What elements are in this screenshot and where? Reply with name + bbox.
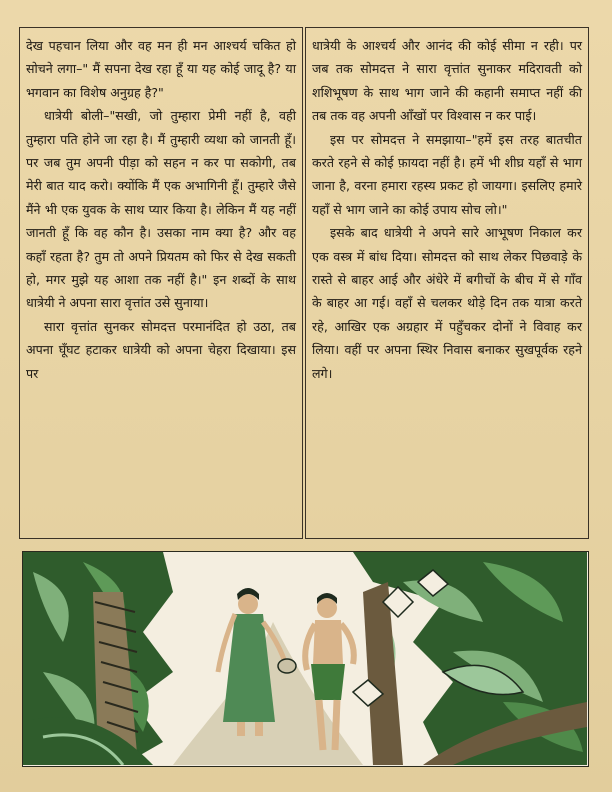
jungle-scene-image	[23, 552, 587, 765]
left-paragraph-1: देख पहचान लिया और वह मन ही मन आश्चर्य चकित हो सोचने लगा–" मैं सपना देख रहा हूँ या यह कोई जादू है? या भगवान का विशेष अनुग्रह है?"	[26, 38, 296, 100]
left-paragraph-3: सारा वृत्तांत सुनकर सोमदत्त परमानंदित हो उठा, तब अपना घूँघट हटाकर धात्रेयी को अपना चेहरा दिखाया। इस पर	[26, 318, 296, 381]
left-text-column	[19, 27, 303, 539]
right-paragraph-2: इस पर सोमदत्त ने समझाया–"हमें इस तरह बातचीत करते रहने से कोई फ़ायदा नहीं है। हमें भी शीघ्र यहाँ से भाग जाना है, वरना हमारा रहस्य प्रकट हो जायगा। इसलिए हमारे यहाँ से भाग जाने का कोई उपाय सोच लो।"	[312, 131, 582, 217]
right-paragraph-3: इसके बाद धात्रेयी ने अपने सारे आभूषण निकाल कर एक वस्त्र में बांध दिया। सोमदत्त को साथ लेकर पिछवाड़े के रास्ते से बाहर आई और अंधेरे में बगीचों के बीच में से गाँव के बाहर आ गई। वहाँ से चलकर थोड़े दिन तक यात्रा करते रहे, आखिर एक अग्रहार में पहुँचकर दोनों ने विवाह कर लिया। वहीं पर अपना स्थिर निवास बनाकर सुखपूर्वक रहने लगे।	[312, 225, 582, 381]
right-paragraph-1: धात्रेयी के आश्चर्य और आनंद की कोई सीमा न रही। पर जब तक सोमदत्त ने सारा वृत्तांत सुनाकर मदिरावती को शशिभूषण के साथ भाग जाने की कहानी समाप्त नहीं की तब तक वह अपनी आँखों पर विश्वास न कर पाई।	[312, 38, 582, 124]
text-columns	[19, 27, 589, 539]
left-paragraph-2: धात्रेयी बोली–"सखी, जो तुम्हारा प्रेमी नहीं है, वही तुम्हारा पति होने जा रहा है। मैं तुम्हारी व्यथा को जानती हूँ। पर जब तुम अपनी पीड़ा को सहन न कर पा सकोगी, तब मेरी बात याद करो। क्योंकि मैं एक अभागिनी हूँ। तुम्हारे जैसे मैंने भी एक युवक के साथ प्यार किया है। लेकिन मैं यह नहीं जानती हूँ कि वह कौन है। उसका नाम क्या है? और वह कहाँ रहता है? तुम तो अपने प्रियतम को फिर से देख सकती हो, मगर मुझे यह आशा तक नहीं है।" इन शब्दों के साथ धात्रेयी ने अपना सारा वृत्तांत उसे सुनाया।	[26, 108, 296, 311]
jungle-illustration-panel	[22, 551, 589, 767]
right-text-column	[305, 27, 589, 539]
